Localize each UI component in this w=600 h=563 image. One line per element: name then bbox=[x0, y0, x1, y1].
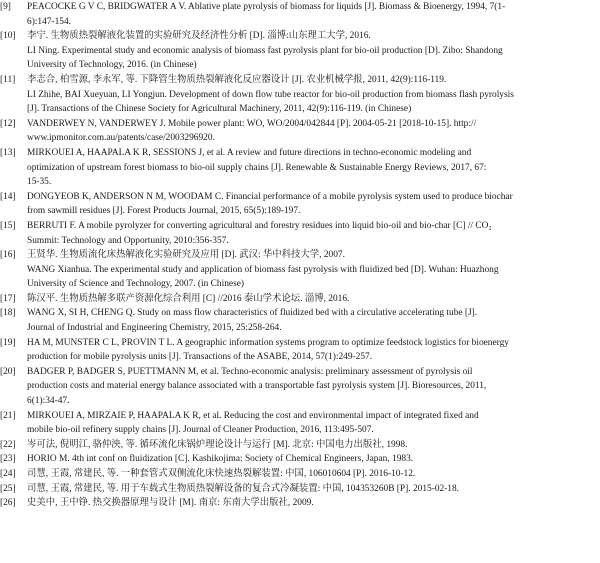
reference-text-line: WANG X, SI H, CHENG Q. Study on mass flow characteristics of fluidized bed with a circulative accelerating tube [J]. bbox=[27, 308, 478, 319]
reference-text-line: mobile bio-oil refinery supply chains [J]. Journal of Cleaner Production, 2016, 113:495-507. bbox=[27, 425, 374, 436]
reference-item bbox=[0, 496, 600, 511]
reference-text-line: LI Zhihe, BAI Xueyuan, LI Yongjun. Development of down flow tube reactor for bio-oil production from biomass flash pyrolysis bbox=[27, 89, 514, 100]
reference-text-line: MIRKOUEI A, HAAPALA K R, SESSIONS J, et al. A review and future directions in techno-economic modeling and bbox=[27, 147, 472, 158]
reference-text-line: from sawmill residues [J]. Forest Products Journal, 2015, 65(5):189-197. bbox=[27, 206, 301, 217]
reference-item bbox=[0, 219, 600, 248]
reference-text-line: optimization of upstream forest biomass to bio-oil supply chains [J]. Renewable & Sustainable Energy Reviews, 2017, 67: bbox=[27, 162, 487, 173]
reference-number: [11] bbox=[0, 74, 16, 85]
reference-number: [23] bbox=[0, 454, 16, 465]
reference-number: [24] bbox=[0, 469, 16, 479]
reference-item bbox=[0, 248, 600, 292]
reference-text-line: BERRUTI F. A mobile pyrolyzer for converting agricultural and forestry residues into liquid bio-oil and bio-char [C] // CO₂ bbox=[27, 220, 492, 231]
reference-number: [13] bbox=[0, 147, 16, 158]
reference-text-line: University of Science and Technology, 2007. (in Chinese) bbox=[27, 279, 245, 290]
reference-item bbox=[0, 146, 600, 190]
reference-text-line: MIRKOUEI A, MIRZAIE P, HAAPALA K R, et al. Reducing the cost and environmental impact of integrated fixed and bbox=[27, 410, 479, 421]
reference-text-line: 史美中, 王中铮. 热交换器原理与设计 [M]. 南京: 东南大学出版社, 2009. bbox=[27, 498, 314, 509]
reference-item bbox=[0, 29, 600, 73]
reference-text-line: 王贤华. 生物质流化床热解液化实验研究及应用 [D]. 武汉: 华中科技大学, 2007. bbox=[27, 250, 345, 261]
reference-item bbox=[0, 365, 600, 409]
reference-item bbox=[0, 292, 600, 307]
reference-text-line: [J]. Transactions of the Chinese Society for Agricultural Machinery, 2011, 42(9):116-119. (in Chinese) bbox=[27, 104, 412, 115]
reference-item bbox=[0, 117, 600, 146]
reference-number: [12] bbox=[0, 118, 16, 129]
reference-number: [25] bbox=[0, 483, 16, 494]
reference-number: [21] bbox=[0, 410, 16, 421]
reference-text-line: 6(1):34-47. bbox=[27, 396, 70, 407]
reference-text-line: HA M, MUNSTER C L, PROVIN T L. A geographic information systems program to optimize feedstock logistics for bioenergy bbox=[27, 337, 509, 348]
reference-item bbox=[0, 467, 600, 482]
reference-text-line: 6):147-154. bbox=[27, 16, 72, 27]
reference-item bbox=[0, 482, 600, 497]
reference-text-line: production for mobile pyrolysis units [J]. Transactions of the ASABE, 2014, 57(1):249-257. bbox=[27, 352, 373, 363]
reference-number: [18] bbox=[0, 308, 16, 319]
reference-text-line: 李宁. 生物质热裂解液化装置的实验研究及经济性分析 [D]. 淄博:山东理工大学, 2016. bbox=[27, 31, 371, 42]
reference-item bbox=[0, 438, 600, 453]
reference-text-line: 15-35. bbox=[27, 177, 52, 188]
reference-text-line: LI Ning. Experimental study and economic analysis of biomass fast pyrolysis plant for bio-oil production [D]. Zibo: Shandong bbox=[27, 45, 503, 56]
reference-text-line: DONGYEOB K, ANDERSON N M, WOODAM C. Financial performance of a mobile pyrolysis system used to produce biochar bbox=[27, 191, 513, 202]
reference-number: [9] bbox=[0, 2, 11, 12]
reference-number: [20] bbox=[0, 366, 16, 377]
reference-item bbox=[0, 409, 600, 438]
reference-text-line: Summit: Technology and Opportunity, 2010:356-357. bbox=[27, 235, 229, 246]
reference-text-line: 司慧, 王霞, 常建民, 等. 一种套管式双侧流化床快速热裂解装置: 中国, 106010604 [P]. 2016-10-12. bbox=[27, 469, 416, 479]
reference-text-line: 司慧, 王霞, 常建民, 等. 用于车载式生物质热裂解设备的复合式冷凝装置: 中国, 104353260B [P]. 2015-02-18. bbox=[27, 483, 460, 494]
reference-text-line: BADGER P, BADGER S, PUETTMANN M, et al. Techno-economic analysis: preliminary assessment of pyrolysis oil bbox=[27, 366, 473, 377]
reference-text-line: 岑可法, 倪明江, 骆仲泱, 等. 循环流化床锅炉理论设计与运行 [M]. 北京: 中国电力出版社, 1998. bbox=[27, 439, 408, 450]
reference-number: [22] bbox=[0, 439, 16, 450]
reference-item bbox=[0, 190, 600, 219]
reference-text-line: HORIO M. 4th int conf on fluidization [C]. Kashikojima: Society of Chemical Engineers, Japan, 1983. bbox=[27, 454, 414, 465]
reference-item bbox=[0, 452, 600, 467]
reference-item bbox=[0, 336, 600, 365]
reference-item bbox=[0, 0, 600, 29]
reference-number: [19] bbox=[0, 337, 16, 348]
reference-text-line: 陈汉平. 生物质热解多联产资源化综合利用 [C] //2016 泰山学术论坛. 淄博, 2016. bbox=[27, 293, 350, 304]
reference-number: [14] bbox=[0, 191, 16, 202]
reference-text-line: PEACOCKE G V C, BRIDGWATER A V. Ablative plate pyrolysis of biomass for liquids [J]. Biomass & Bioenergy, 1994, 7(1- bbox=[27, 2, 506, 12]
reference-text-line: University of Technology, 2016. (in Chinese) bbox=[27, 60, 197, 71]
reference-text-line: www.ipmonitor.com.au/patents/case/2003296920. bbox=[27, 133, 215, 144]
reference-number: [16] bbox=[0, 250, 16, 261]
reference-item bbox=[0, 73, 600, 117]
reference-item bbox=[0, 306, 600, 335]
reference-text-line: 李志合, 柏雪源, 李永军, 等. 下降管生物质热裂解液化反应器设计 [J]. 农业机械学报, 2011, 42(9):116-119. bbox=[27, 74, 447, 85]
reference-number: [15] bbox=[0, 220, 16, 231]
reference-number: [26] bbox=[0, 498, 16, 509]
reference-text-line: production costs and material energy balance associated with a transportable fast pyrolysis system [J]. Bioresources, 2011, bbox=[27, 381, 487, 392]
reference-number: [10] bbox=[0, 31, 16, 42]
reference-text-line: Journal of Industrial and Engineering Chemistry, 2015, 25:258-264. bbox=[27, 323, 282, 334]
reference-text-line: WANG Xianhua. The experimental study and application of biomass fast pyrolysis with fluidized bed [D]. Wuhan: Huazhong bbox=[27, 264, 499, 275]
reference-text-line: VANDERWEY N, VANDERWEY J. Mobile power plant: WO, WO/2004/042844 [P]. 2004-05-21 [2018-10-15]. http:// bbox=[27, 118, 477, 129]
reference-number: [17] bbox=[0, 293, 16, 304]
